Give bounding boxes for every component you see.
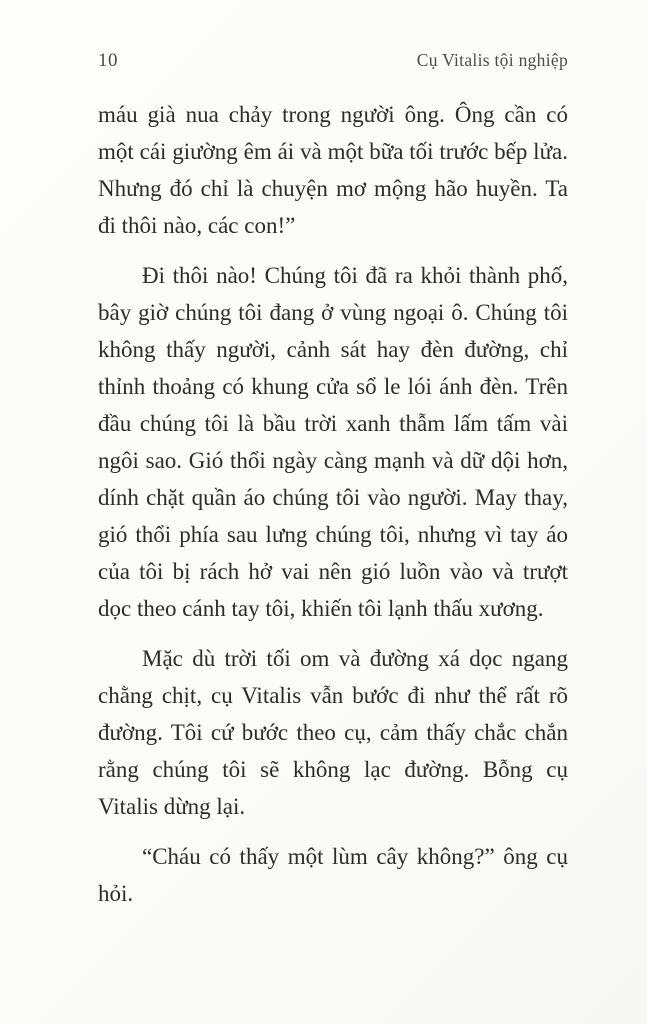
page-body [98, 96, 568, 912]
paragraph-1: máu già nua chảy trong người ông. Ông cần có một cái giường êm ái và một bữa tối trước bếp lửa. Nhưng đó chỉ là chuyện mơ mộng hão huyền. Ta đi thôi nào, các con!” [98, 102, 568, 238]
paragraph-3: Mặc dù trời tối om và đường xá dọc ngang chằng chịt, cụ Vitalis vẫn bước đi như thể rất rõ đường. Tôi cứ bước theo cụ, cảm thấy chắc chắn rằng chúng tôi sẽ không lạc đường. Bỗng cụ Vitalis dừng lại. [98, 646, 568, 819]
paragraph-2: Đi thôi nào! Chúng tôi đã ra khỏi thành phố, bây giờ chúng tôi đang ở vùng ngoại ô. Chúng tôi không thấy người, cảnh sát hay đèn đường, chỉ thỉnh thoảng có khung cửa sổ le lói ánh đèn. Trên đầu chúng tôi là bầu trời xanh thẫm lấm tấm vài ngôi sao. Gió thổi ngày càng mạnh và dữ dội hơn, dính chặt quần áo chúng tôi vào người. May thay, gió thổi phía sau lưng chúng tôi, nhưng vì tay áo của tôi bị rách hở vai nên gió luồn vào và trượt dọc theo cánh tay tôi, khiến tôi lạnh thấu xương. [98, 263, 568, 621]
running-title: Cụ Vitalis tội nghiệp [416, 50, 568, 70]
page-number: 10 [98, 50, 118, 71]
paragraph-4: “Cháu có thấy một lùm cây không?” ông cụ hỏi. [98, 844, 568, 906]
page-header [98, 50, 568, 72]
